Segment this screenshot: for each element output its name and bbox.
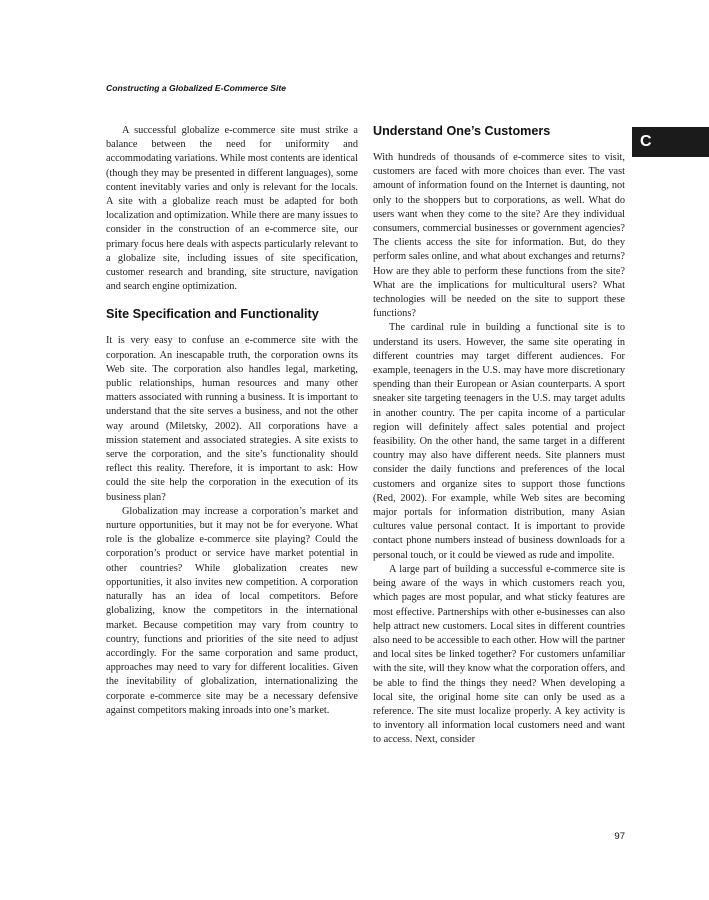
section-tab: C xyxy=(632,127,709,157)
intro-paragraph: A successful globalize e-commerce site must strike a balance between the need for uniformity and accommodating variations. While most contents are identical (though they may be presented in different languages), some content inevitably varies and only is relevant for the locals. A site with a globalize reach must be adapted for both localization and optimization. While there are many issues to consider in the construction of an e-commerce site, our primary focus here deals with aspects particularly relevant to a globalize site, including issues of site specification, customer research and branding, site structure, navigation and search engine optimization. xyxy=(106,125,358,293)
page-number: 97 xyxy=(614,831,625,842)
section-heading-site-specification: Site Specification and Functionality xyxy=(106,307,319,322)
body-paragraph: Globalization may increase a corporation’s market and nurture opportunities, but it may not be for everyone. What role is the globalize e-commerce site playing? Could the corporation’s product or service have market potential in other countries? While globalization creates new opportunities, it also invites new competition. A corporation naturally has an idea of local competitors. Before globalizing, know the competitors in the international market. Because competition may vary from country to country, functions and priorities of the site need to adjust accordingly. For the same corporation and same product, approaches may need to vary for different localities. Given the inevitability of globalization, internationalizing the corporate e-commerce site may be a necessary defensive against competitors making inroads into one’s market. xyxy=(106,505,358,716)
section-heading-understand-customers: Understand One’s Customers xyxy=(373,124,551,138)
body-paragraph: It is very easy to confuse an e-commerce site with the corporation. An inescapable truth, the corporation owns its Web site. The corporation also handles legal, marketing, public relationships, human resources and many other matters associated with running a business. It is important to understand that the site serves a business, and not the other way around (Miletsky, 2002). All corporations have a mission statement and associated strategies. A site exists to serve the corporation, and the site’s functionality should reflect this reality. Therefore, it is important to ask: How could the site help the corporation in the execution of its business plan? xyxy=(106,335,358,503)
body-paragraph: A large part of building a successful e-commerce site is being aware of the ways in which customers reach you, which pages are most popular, and what sticky features are most effective. Partnerships with other e-businesses can also help attract new customers. Local sites in different countries also need to be accessible to each other. How will the partner and local sites be linked together? For customers unfamiliar with the site, will they know what the corporation offers, and be able to find the things they need? When developing a local site, the original home site can only be used as a reference. The site must localize properly. A key activity is to inventory all information local customers need and want to access. Next, consider xyxy=(373,563,625,746)
body-paragraph: With hundreds of thousands of e-commerce sites to visit, customers are faced with more choices than ever. The vast amount of information found on the Internet is daunting, not only to the shoppers but to corporations, as well. What do users want when they come to the site? Are they individual consumers, commercial businesses or government agencies? The clients access the site for information. But, do they perform sales online, and what about exchanges and returns? How are they able to perform these functions from the site? What are the implications for multicultural users? What technologies will be needed on the site to support these functions? xyxy=(373,152,625,320)
right-column xyxy=(373,124,625,748)
body-paragraph: The cardinal rule in building a functional site is to understand its users. However, the same site operating in different countries may target different audiences. For example, teenagers in the U.S. may have more discretionary spending than their European or Asian counterparts. A sport sneaker site targeting teenagers in the U.S. may target adults in another country. The per capita income of a particular region will definitely affect sales potential and project feasibility. On the other hand, the same target in a different country may also have different needs. Site planners must consider the daily functions and preferences of the local customers and organize sites to support those functions (Red, 2002). For example, while Web sites are becoming major portals for information distribution, many Asian cultures value personal contact. It is important to provide contact phone numbers instead of business downloads for a personal touch, or it could be viewed as rude and impolite. xyxy=(373,322,625,561)
running-head: Constructing a Globalized E-Commerce Site xyxy=(106,83,287,93)
left-column xyxy=(106,124,358,718)
